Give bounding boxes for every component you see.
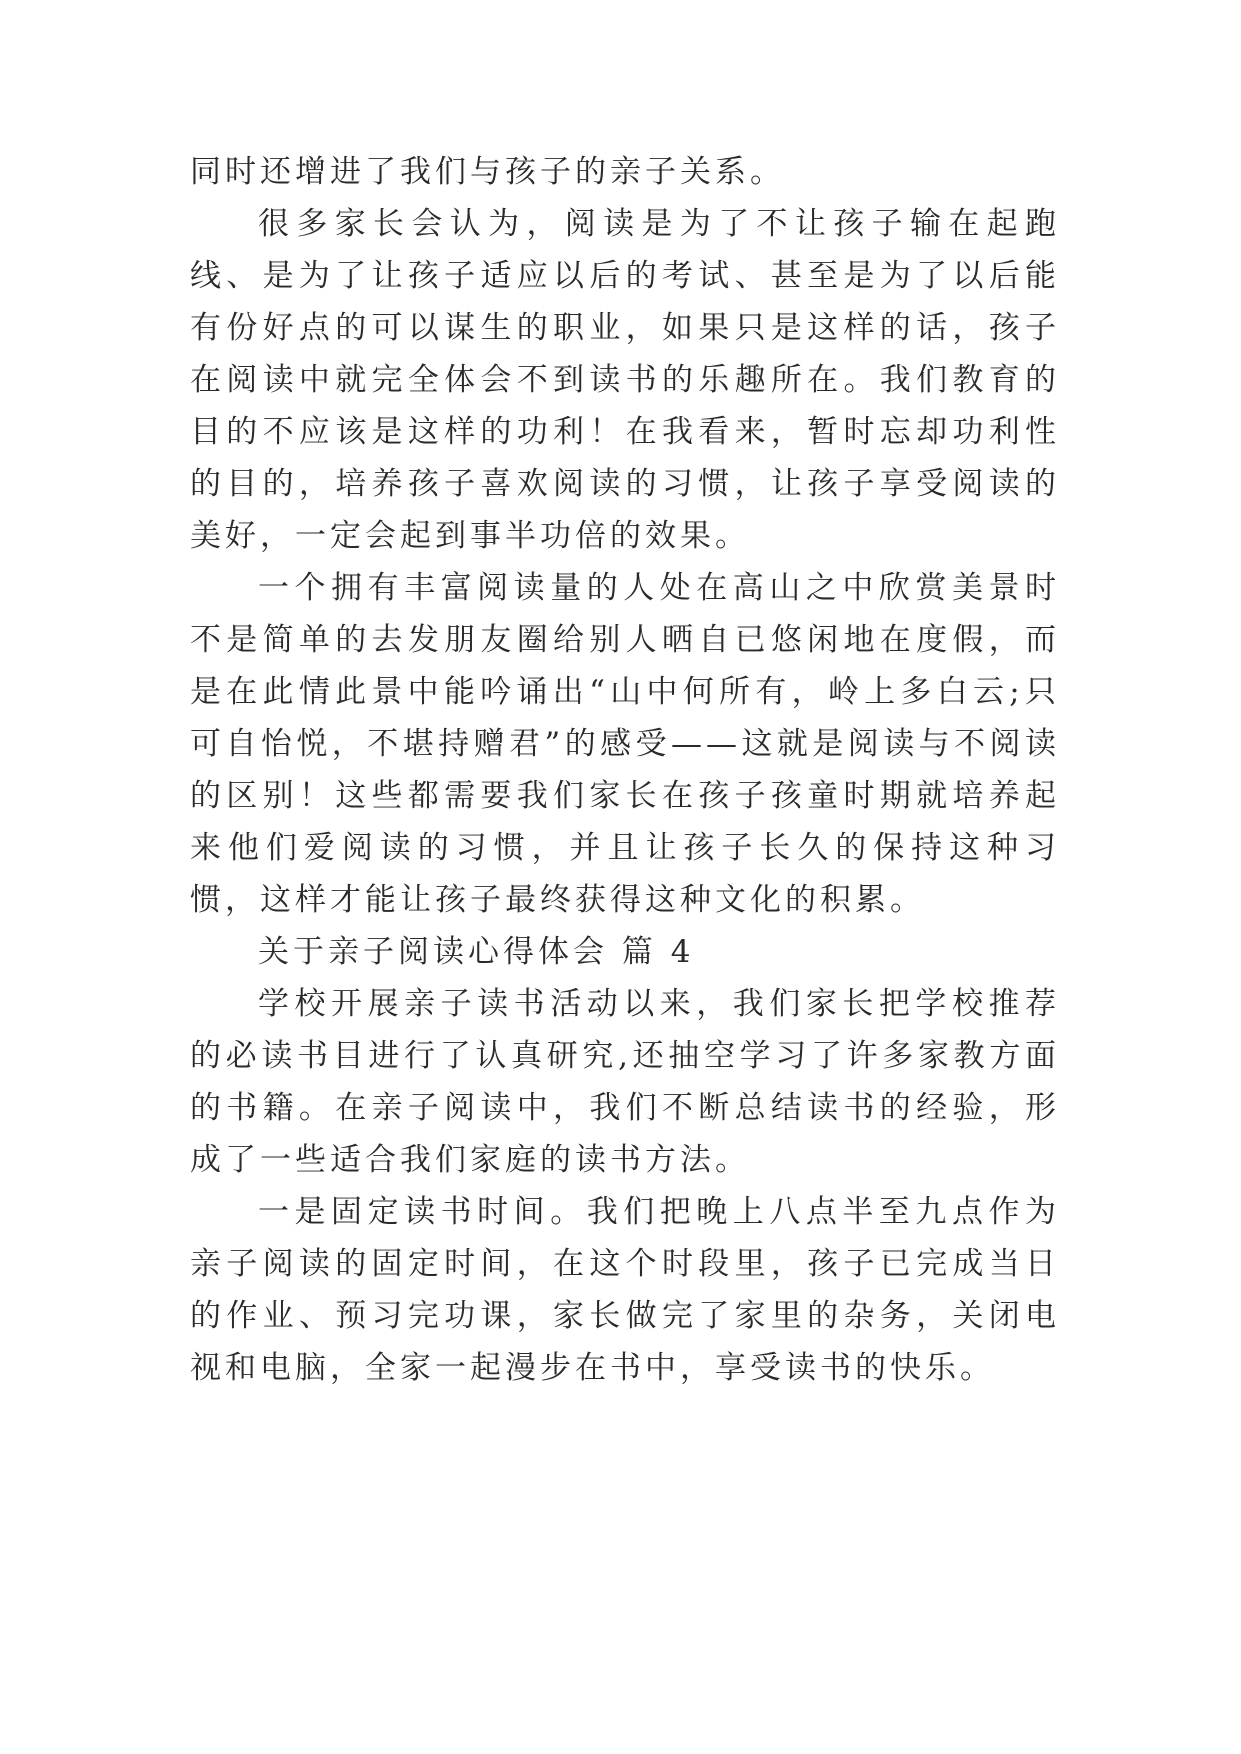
paragraph-3: 一个拥有丰富阅读量的人处在高山之中欣赏美景时不是简单的去发朋友圈给别人晒自已悠闲地在度假，而是在此情此景中能吟诵出“山中何所有，岭上多白云;只可自怡悦，不堪持赠君”的感受——这就是阅读与不阅读的区别！这些都需要我们家长在孩子孩童时期就培养起来他们爱阅读的习惯，并且让孩子长久的保持这种习惯，这样才能让孩子最终获得这种文化的积累。: [190, 570, 1060, 918]
paragraph-4: 学校开展亲子读书活动以来，我们家长把学校推荐的必读书目进行了认真研究,还抽空学习了许多家教方面的书籍。在亲子阅读中，我们不断总结读书的经验，形成了一些适合我们家庭的读书方法。: [190, 986, 1060, 1178]
paragraph-2: 很多家长会认为，阅读是为了不让孩子输在起跑线、是为了让孩子适应以后的考试、甚至是为了以后能有份好点的可以谋生的职业，如果只是这样的话，孩子在阅读中就完全体会不到读书的乐趣所在。我们教育的目的不应该是这样的功利！在我看来，暂时忘却功利性的目的，培养孩子喜欢阅读的习惯，让孩子享受阅读的美好，一定会起到事半功倍的效果。: [190, 206, 1060, 554]
document-body: [190, 146, 1060, 1394]
paragraph-5: 一是固定读书时间。我们把晚上八点半至九点作为亲子阅读的固定时间，在这个时段里，孩子已完成当日的作业、预习完功课，家长做完了家里的杂务，关闭电视和电脑，全家一起漫步在书中，享受读书的快乐。: [190, 1194, 1060, 1386]
paragraph-1: 同时还增进了我们与孩子的亲子关系。: [190, 154, 785, 190]
section-heading: 关于亲子阅读心得体会 篇 4: [258, 934, 695, 970]
